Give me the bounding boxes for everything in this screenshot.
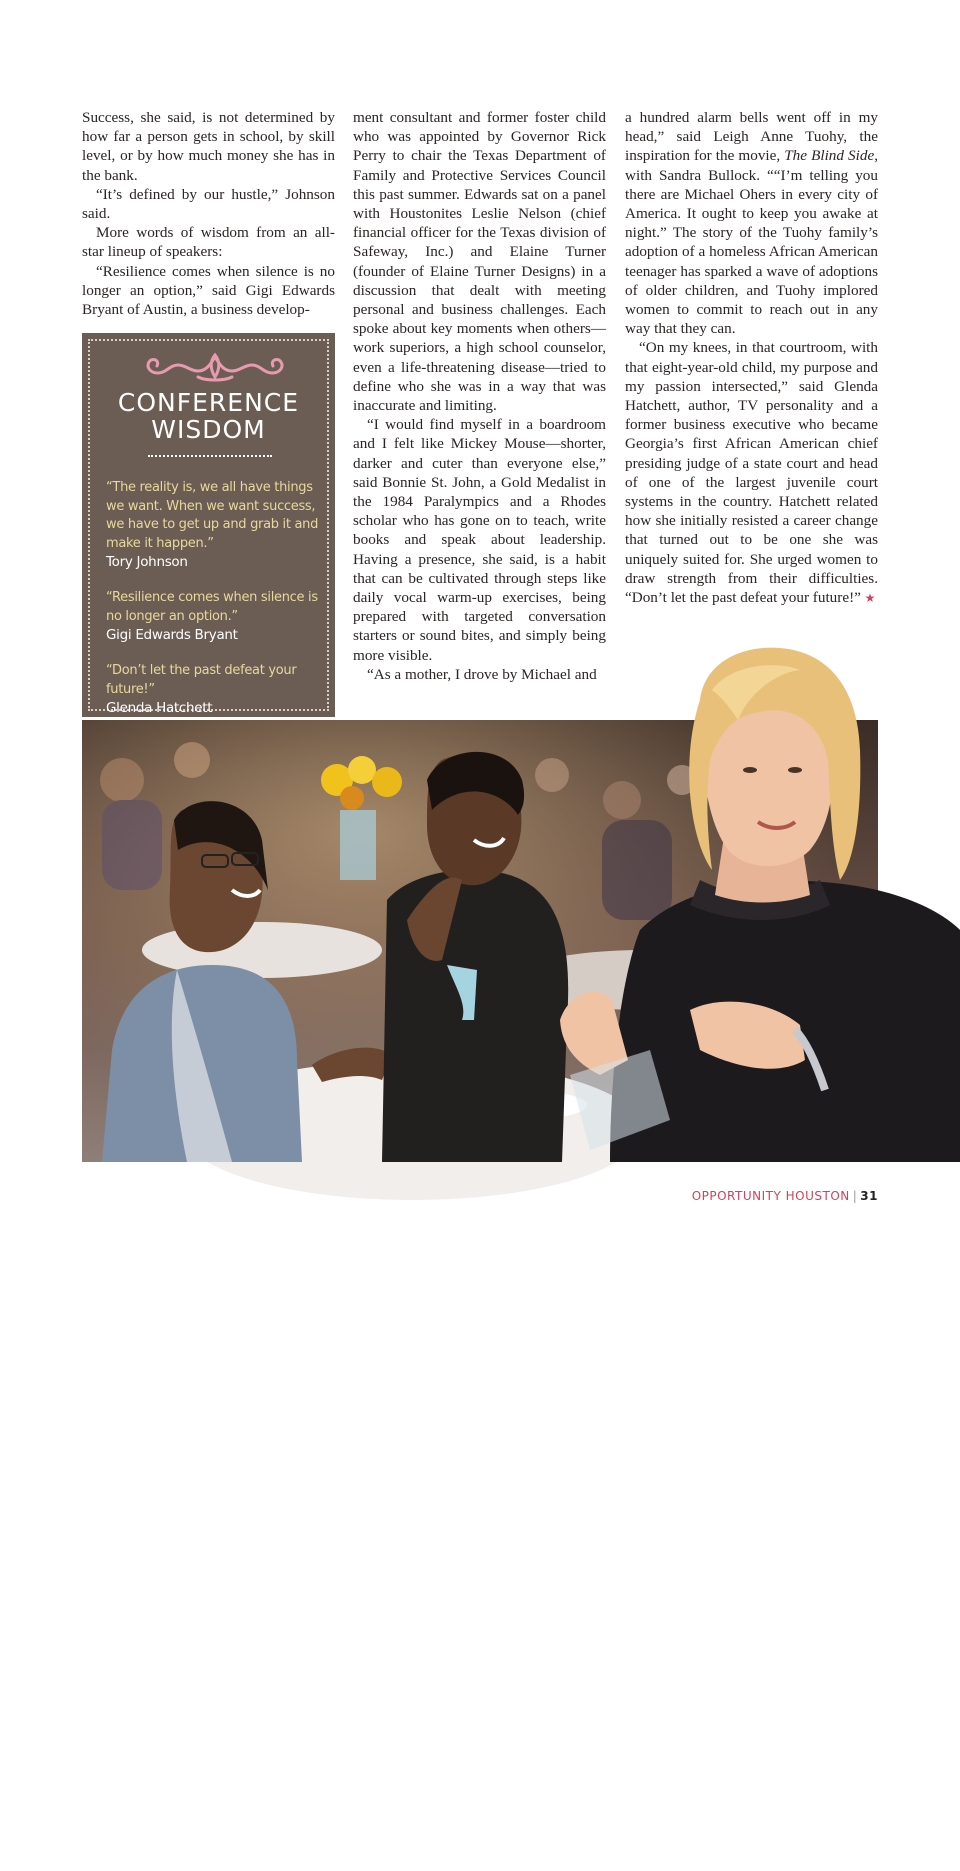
conference-wisdom-sidebar [82, 333, 335, 717]
text-run: a hundred alarm bells went off in my head,” said Leigh Anne Tuohy, the inspiration for the movie, [625, 109, 878, 165]
paragraph: More words of wisdom from an all-star lineup of speakers: [82, 224, 335, 261]
movie-title: The Blind Side [784, 147, 875, 165]
quote-author: Gigi Edwards Bryant [106, 627, 238, 643]
photo-illustration [82, 720, 878, 1162]
quote-text: “Don’t let the past defeat your future!” [106, 663, 297, 697]
quote-text: “The reality is, we all have things we want. When we want success, we have to get up and grab it and make it happen.” [106, 480, 319, 551]
end-star-icon: ★ [864, 591, 876, 606]
paragraph: “I would find myself in a boardroom and I felt like Mickey Mouse—shorter, darker and cuter than everyone else,” said Bonnie St. John, a Gold Medalist in the 1984 Paralympics and a Rhodes scholar who has gone on to teach, write books and speak about leadership. Having a presence, she said, is a habit that can be cultivated through steps like daily vocal warm-up exercises, being prepared with targeted conversation starters or sound bites, and simply being more visible. [353, 416, 606, 664]
paragraph: “As a mother, I drove by Michael and [367, 665, 597, 683]
title-divider [148, 455, 272, 457]
sidebar-title [90, 389, 327, 443]
footer-separator: | [852, 1189, 858, 1203]
article-column-1 [82, 108, 335, 319]
quote-block [106, 479, 326, 572]
quote-block [106, 662, 326, 718]
paragraph: “It’s defined by our hustle,” Johnson said. [82, 185, 335, 223]
photo-caption: Conference attendees enjoying the keynote session [179, 1857, 455, 1871]
sidebar-dotted-border [88, 339, 329, 716]
sidebar-title-line-1: CONFERENCE [117, 388, 300, 417]
quote-author: Tory Johnson [106, 554, 188, 570]
text-run: “On my knees, in that courtroom, with that eight-year-old child, my purpose and my passion intersected,” said Glenda Hatchett, author, TV personality and a former business executive who became Georgia’s first African American chief presiding judge of a state court and head of one of the largest juvenile court systems in the country. Hatchett related how she initially resisted a career change that turned out to be one she was uniquely suited for. She urged women to draw strength from their difficulties. “Don’t let the past defeat your future!” [625, 339, 878, 607]
page-number: 31 [860, 1189, 878, 1203]
paragraph: Success, she said, is not determined by how far a person gets in school, by skill level, or by how much money she has in the bank. [82, 109, 335, 184]
text-run: , with Sandra Bullock. ““I’m telling you there are Michael Ohers in every city of America. It ought to keep you awake at night.” The story of the Tuohy family’s adoption of a homeless African American teenager has sparked a wave of adoptions of older children, and Tuohy implored women to commit to reach out in any way that they can. [625, 147, 878, 338]
flourish-ornament-icon [140, 351, 290, 385]
quote-block [106, 589, 326, 645]
quote-author: Glenda Hatchett [106, 700, 213, 716]
paragraph [625, 338, 878, 608]
paragraph: ment consultant and former foster child who was appointed by Governor Rick Perry to chair the Texas Department of Family and Protective Services Council this past summer. Edwards sat on a panel with Houstonites Leslie Nelson (chief financial officer for the Texas division of Safeway, Inc.) and Elaine Turner (founder of Elaine Turner Designs) in a discussion that dealt with meeting personal and business challenges. Each spoke about key moments when others—work superiors, a high school counselor, even a life-threatening disease—tried to define who she was in a way that was inaccurate and limiting. [353, 109, 606, 415]
page-footer [692, 1189, 878, 1203]
article-column-2 [353, 108, 606, 684]
photo-credit-name: Tory Johnson [723, 1857, 795, 1871]
article-column-3 [625, 108, 878, 608]
publication-name: OPPORTUNITY HOUSTON [691, 1189, 850, 1203]
paragraph: “Resilience comes when silence is no longer an option,” said Gigi Edwards Bryant of Austin, a business develop- [82, 262, 335, 319]
paragraph [625, 108, 878, 338]
sidebar-title-line-2: WISDOM [151, 415, 266, 444]
quote-text: “Resilience comes when silence is no longer an option.” [106, 590, 318, 624]
